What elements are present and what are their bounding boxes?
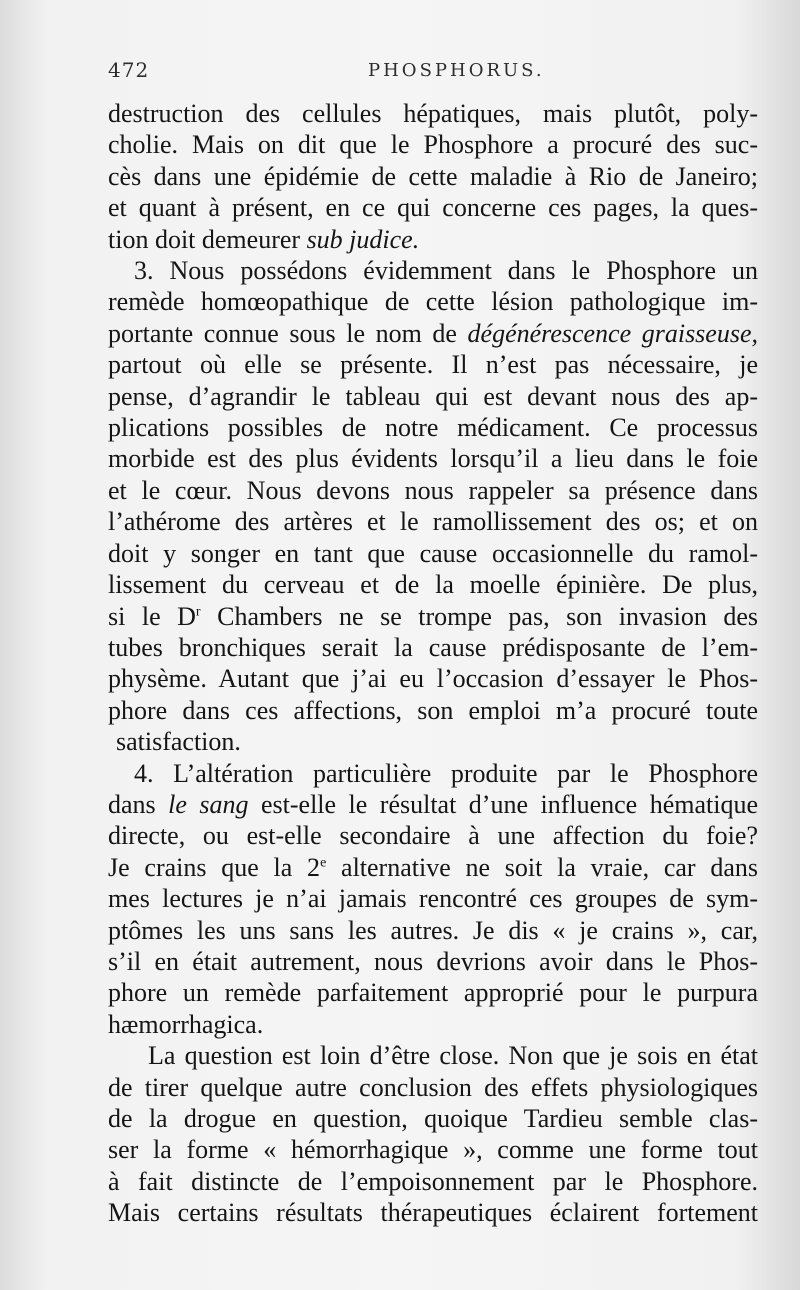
page-header: [108, 58, 750, 90]
text-line: doit y songer en tant que cause occasionnelle du ramol-: [108, 538, 758, 568]
text-line: [108, 852, 758, 883]
text-line: de tirer quelque autre conclusion des effets physiologiques: [108, 1072, 758, 1102]
text-run: portante connue sous le nom de: [108, 318, 468, 348]
text-run: Chambers ne se trompe pas, son invasion des: [200, 601, 758, 631]
text-line: et quant à présent, en ce qui concerne ces pages, la ques-: [108, 193, 758, 223]
text-line: plications possibles de notre médicament. Ce processus: [108, 413, 758, 443]
text-line: morbide est des plus évidents lorsqu’il a lieu dans le foie: [108, 444, 758, 474]
text-line: hæmorrhagica.: [108, 1009, 264, 1039]
text-line: phore un remède parfaitement approprié pour le purpura: [108, 978, 758, 1008]
text-line: physème. Autant que j’ai eu l’occasion d’essayer le Phos-: [108, 664, 758, 694]
page-body: [108, 98, 758, 1229]
text-line: [108, 601, 758, 632]
italic-phrase: le sang: [168, 789, 249, 819]
text-line: phore dans ces affections, son emploi m’a procuré toute: [108, 695, 758, 725]
text-line: directe, ou est-elle secondaire à une affection du foie?: [108, 821, 758, 851]
text-line: à fait distincte de l’empoisonnement par le Phosphore.: [108, 1166, 758, 1196]
paragraph-3-line: 3. Nous possédons évidemment dans le Phosphore un: [134, 256, 758, 286]
text-run: tion doit demeurer: [108, 224, 307, 254]
italic-phrase: sub judice.: [306, 224, 420, 254]
running-title: PHOSPHORUS.: [368, 60, 545, 81]
text-line: [108, 789, 758, 820]
superscript: r: [195, 603, 201, 619]
page-number: 472: [108, 58, 150, 82]
text-run: est-elle le résultat d’une influence hématique: [248, 789, 758, 819]
text-line: ptômes les uns sans les autres. Je dis « je crains », car,: [108, 915, 758, 945]
text-line: Mais certains résultats thérapeutiques éclairent fortement: [108, 1198, 758, 1228]
text-line: mes lectures je n’ai jamais rencontré ces groupes de sym-: [108, 884, 758, 914]
text-line: ser la forme « hémorrhagique », comme une forme tout: [108, 1135, 758, 1165]
text-line: cès dans une épidémie de cette maladie à Rio de Janeiro;: [108, 161, 758, 191]
text-line: [108, 224, 758, 255]
text-run: dans: [108, 789, 169, 819]
text-line: de la drogue en question, quoique Tardieu semble clas-: [108, 1104, 758, 1133]
text-line: et le cœur. Nous devons nous rappeler sa présence dans: [108, 475, 758, 505]
text-line: l’athérome des artères et le ramollissement des os; et on: [108, 507, 758, 537]
paragraph-4-line: 4. L’altération particulière produite par le Phosphore: [134, 758, 758, 788]
text-line: pense, d’agrandir le tableau qui est devant nous des ap-: [108, 381, 758, 411]
text-line: satisfaction.: [116, 727, 241, 757]
text-line: remède homœopathique de cette lésion pathologique im-: [108, 287, 758, 317]
italic-phrase: dégénérescence graisseuse,: [467, 318, 758, 348]
text-run: si le D: [108, 601, 196, 631]
text-line: partout où elle se présente. Il n’est pas nécessaire, je: [108, 350, 758, 380]
text-line: [108, 318, 758, 349]
text-line: tubes bronchiques serait la cause prédisposante de l’em-: [108, 632, 758, 662]
superscript: e: [320, 855, 327, 871]
text-run: alternative ne soit la vraie, car dans: [326, 852, 758, 882]
text-line: s’il en était autrement, nous devrions avoir dans le Phos-: [108, 946, 758, 976]
text-line: cholie. Mais on dit que le Phosphore a procuré des suc-: [108, 130, 758, 160]
text-line: lissement du cerveau et de la moelle épinière. De plus,: [108, 570, 758, 600]
text-line: destruction des cellules hépatiques, mais plutôt, poly-: [108, 99, 758, 128]
text-run: Je crains que la 2: [108, 852, 321, 882]
paragraph-5-line: La question est loin d’être close. Non que je sois en état: [148, 1041, 758, 1071]
